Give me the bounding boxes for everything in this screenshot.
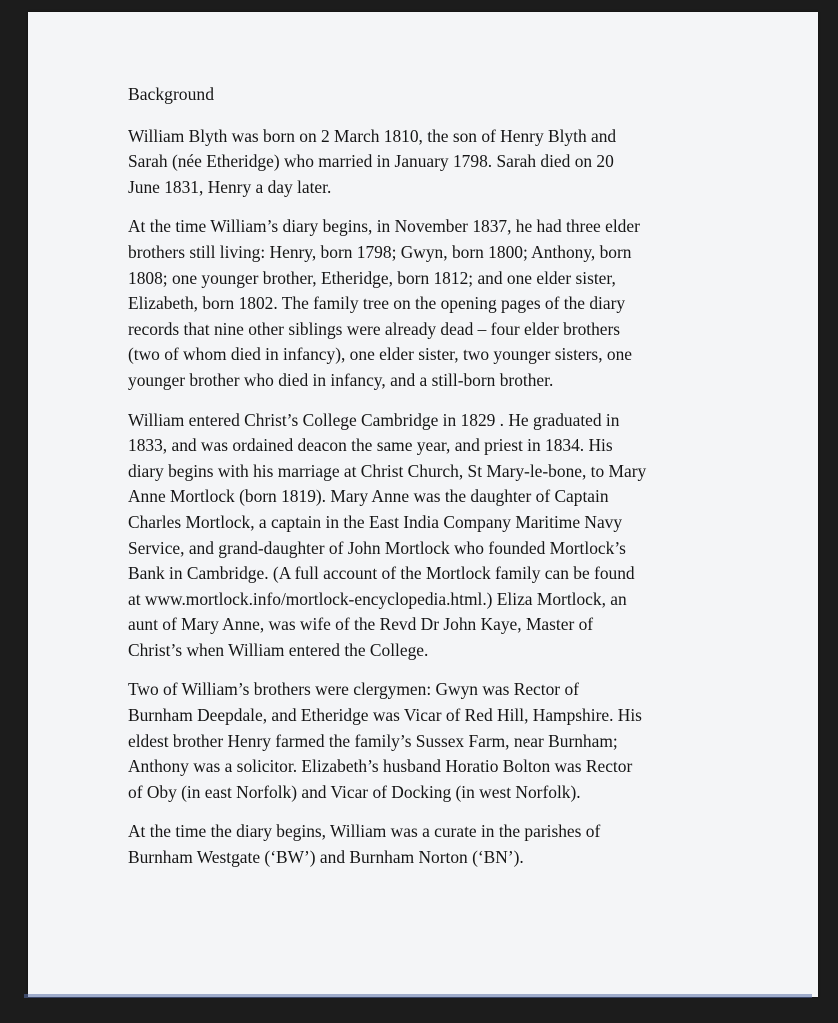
text-line: Charles Mortlock, a captain in the East India Company Maritime Navy <box>128 511 623 532</box>
paragraph-birth <box>128 124 728 201</box>
text-line: Elizabeth, born 1802. The family tree on the opening pages of the diary <box>128 293 626 314</box>
paragraph-siblings <box>128 214 728 393</box>
text-line: At the time the diary begins, William was a curate in the parishes of <box>128 821 601 842</box>
text-line: of Oby (in east Norfolk) and Vicar of Docking (in west Norfolk). <box>128 781 581 802</box>
paragraph-brothers <box>128 677 728 805</box>
text-line: Burnham Westgate (‘BW’) and Burnham Norton (‘BN’). <box>128 847 524 868</box>
text-line: June 1831, Henry a day later. <box>128 176 332 197</box>
text-line: Christ’s when William entered the College. <box>128 639 429 660</box>
section-heading: Background <box>128 84 214 104</box>
text-line: At the time William’s diary begins, in November 1837, he had three elder <box>128 216 640 237</box>
text-line: Anthony was a solicitor. Elizabeth’s husband Horatio Bolton was Rector <box>128 756 633 777</box>
text-line: 1833, and was ordained deacon the same year, and priest in 1834. His <box>128 435 613 456</box>
text-line: eldest brother Henry farmed the family’s Sussex Farm, near Burnham; <box>128 730 618 751</box>
document-body <box>128 82 728 885</box>
text-line: William entered Christ’s College Cambridge in 1829 . He graduated in <box>128 409 620 430</box>
sheet-bottom-edge <box>24 994 812 998</box>
text-line: aunt of Mary Anne, was wife of the Revd Dr John Kaye, Master of <box>128 614 594 635</box>
text-line: Two of William’s brothers were clergymen: Gwyn was Rector of <box>128 679 579 700</box>
text-line: (two of whom died in infancy), one elder sister, two younger sisters, one <box>128 344 632 365</box>
text-line: records that nine other siblings were already dead – four elder brothers <box>128 318 621 339</box>
text-line: at www.mortlock.info/mortlock-encyclopedia.html.) Eliza Mortlock, an <box>128 588 627 609</box>
paragraph-college <box>128 408 728 664</box>
text-line: Anne Mortlock (born 1819). Mary Anne was the daughter of Captain <box>128 486 609 507</box>
text-line: Service, and grand-daughter of John Mortlock who founded Mortlock’s <box>128 537 626 558</box>
text-line: 1808; one younger brother, Etheridge, born 1812; and one elder sister, <box>128 267 616 288</box>
text-line: younger brother who died in infancy, and a still-born brother. <box>128 369 554 390</box>
text-line: Burnham Deepdale, and Etheridge was Vicar of Red Hill, Hampshire. His <box>128 705 642 726</box>
text-line: brothers still living: Henry, born 1798; Gwyn, born 1800; Anthony, born <box>128 241 632 262</box>
paragraph-curate <box>128 819 728 870</box>
text-line: Bank in Cambridge. (A full account of the Mortlock family can be found <box>128 563 635 584</box>
text-line: Sarah (née Etheridge) who married in January 1798. Sarah died on 20 <box>128 151 614 172</box>
text-line: diary begins with his marriage at Christ Church, St Mary-le-bone, to Mary <box>128 460 647 481</box>
text-line: William Blyth was born on 2 March 1810, the son of Henry Blyth and <box>128 125 617 146</box>
